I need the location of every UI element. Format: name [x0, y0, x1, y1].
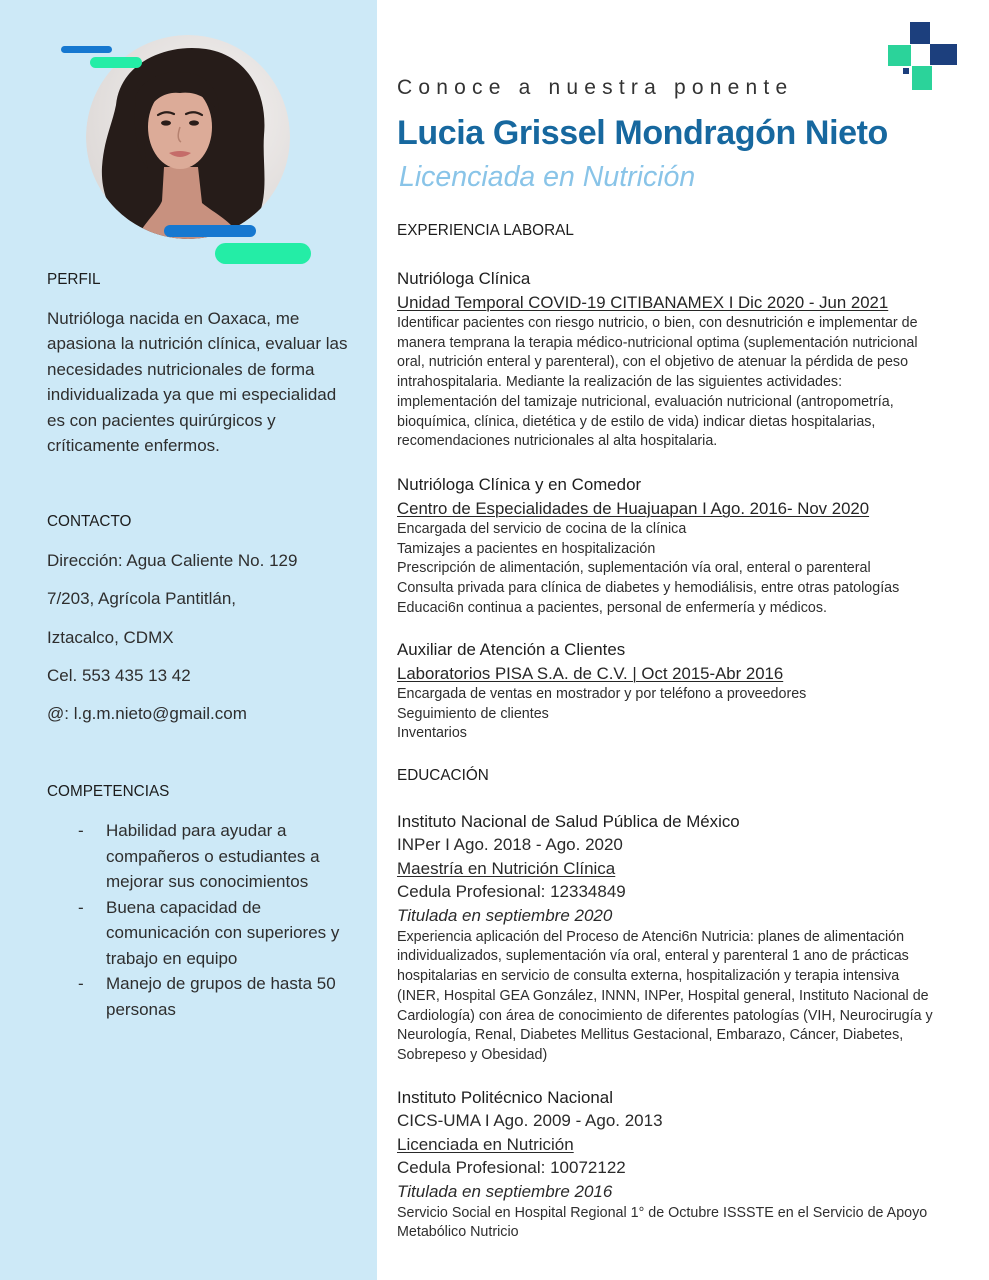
intro-heading: Conoce a nuestra ponente	[397, 76, 794, 99]
profile-text-line: necesidades nutricionales de forma	[47, 359, 315, 379]
job-detail-line: Encargada del servicio de cocina de la clínica	[397, 521, 687, 537]
skill-text-line: Habilidad para ayudar a	[106, 821, 287, 840]
education-detail-line: Experiencia aplicación del Proceso de Atenci6n Nutricia: planes de alimentación	[397, 928, 905, 945]
job-entry	[397, 638, 806, 744]
job-detail-line: manera temprana la terapia médico-nutricional optima (suplementación nutricional	[397, 334, 918, 351]
job-details	[397, 685, 806, 744]
contact-line: Dirección: Agua Caliente No. 129	[47, 551, 298, 570]
skill-text-line: compañeros o estudiantes a	[106, 846, 320, 866]
job-details	[397, 520, 899, 619]
education-entry	[397, 810, 933, 1066]
profile-text	[47, 306, 348, 458]
skill-text-line: Manejo de grupos de hasta 50	[106, 974, 336, 993]
education-details	[397, 1204, 927, 1243]
job-detail-line: Inventarios	[397, 725, 467, 742]
education-details	[397, 928, 933, 1066]
skill-text-line: trabajo en equipo	[106, 948, 238, 968]
job-detail-line: Encargada de ventas en mostrador y por teléfono a proveedores	[397, 686, 807, 702]
job-entry	[397, 473, 899, 619]
contact-heading: CONTACTO	[47, 513, 132, 530]
education-institution: Instituto Nacional de Salud Pública de México	[397, 812, 740, 831]
education-degree: Licenciada en Nutrición	[397, 1134, 574, 1154]
job-detail-line: intrahospitalaria. Mediante la realización de las siguientes actividades:	[397, 374, 843, 391]
profile-text-line: críticamente enfermos.	[47, 436, 220, 456]
education-detail-line: Metabólico Nutricio	[397, 1224, 519, 1241]
skills-list	[78, 818, 339, 1022]
decorative-bar-blue-top	[61, 46, 112, 53]
contact-info	[47, 542, 297, 733]
skills-heading: COMPETENCIAS	[47, 783, 170, 800]
job-detail-line: oral, nutrición enteral y parenteral), con el objetivo de atenuar la pérdida de peso	[397, 354, 909, 371]
skill-text	[106, 818, 320, 895]
experience-heading: EXPERIENCIA LABORAL	[397, 222, 574, 239]
decorative-bar-green-top	[90, 57, 142, 68]
education-institution: Instituto Politécnico Nacional	[397, 1088, 613, 1107]
job-detail-line: implementación del tamizaje nutricional, evaluación nutricional (antropometría,	[397, 393, 894, 410]
education-detail-line: Servicio Social en Hospital Regional 1° de Octubre ISSSTE en el Servicio de Apoyo	[397, 1204, 928, 1221]
decorative-bar-blue-bottom	[164, 225, 256, 237]
skill-item	[78, 818, 339, 895]
education-status: Titulada en septiembre 2016	[397, 1182, 613, 1202]
skill-text-line: mejorar sus conocimientos	[106, 872, 309, 891]
education-detail-line: (INER, Hospital GEA González, INNN, INPer, Hospital general, Instituto Nacional de	[397, 987, 929, 1004]
job-details	[397, 314, 918, 452]
decorative-bar-green-bottom	[215, 243, 311, 264]
job-entry	[397, 267, 918, 452]
skill-text-line: personas	[106, 999, 176, 1019]
education-license: Cedula Profesional: 10072122	[397, 1158, 626, 1178]
education-degree: Maestría en Nutrición Clínica	[397, 858, 616, 878]
education-period: CICS-UMA I Ago. 2009 - Ago. 2013	[397, 1111, 663, 1130]
education-entry	[397, 1086, 927, 1243]
skill-item	[78, 895, 339, 972]
job-detail-line: Consulta privada para clínica de diabetes y hemodiálisis, entre otras patologías	[397, 580, 900, 597]
skill-bullet: -	[78, 897, 84, 917]
education-detail-line: Neurología, Renal, Diabetes Mellitus Gestacional, Embarazo, Cáncer, Diabetes,	[397, 1027, 904, 1044]
profile-text-line: es con pacientes quirúrgicos y	[47, 410, 276, 430]
profile-text-line: apasiona la nutrición clínica, evaluar las	[47, 334, 348, 354]
profile-text-line: individualizada ya que mi especialidad	[47, 385, 337, 405]
profile-text-line: Nutrióloga nacida en Oaxaca, me	[47, 309, 300, 328]
education-detail-line: individualizados, suplementación vía oral, enteral y parenteral 1 ano de prácticas	[397, 948, 909, 965]
education-heading: EDUCACIÓN	[397, 767, 489, 784]
job-employer: Centro de Especialidades de Huajuapan I Ago. 2016- Nov 2020	[397, 499, 870, 518]
education-detail-line: Sobrepeso y Obesidad)	[397, 1046, 548, 1063]
job-role: Nutrióloga Clínica	[397, 269, 531, 288]
contact-line: Iztacalco, CDMX	[47, 627, 174, 647]
education-period: INPer I Ago. 2018 - Ago. 2020	[397, 835, 623, 854]
medical-cross-logo	[886, 20, 960, 92]
skill-item	[78, 971, 339, 1022]
skill-text	[106, 971, 336, 1022]
profile-heading: PERFIL	[47, 271, 101, 288]
skill-text-line: comunicación con superiores y	[106, 923, 340, 942]
skill-bullet: -	[78, 974, 84, 993]
speaker-title: Licenciada en Nutrición	[399, 161, 696, 193]
skill-text	[106, 895, 339, 972]
education-detail-line: Cardiología) con área de conocimiento de diferentes patologías (VIH, Neurocirugía y	[397, 1007, 933, 1024]
job-employer: Unidad Temporal COVID-19 CITIBANAMEX I Dic 2020 - Jun 2021	[397, 293, 889, 312]
job-employer: Laboratorios PISA S.A. de C.V. | Oct 2015-Abr 2016	[397, 664, 784, 683]
job-role: Nutrióloga Clínica y en Comedor	[397, 475, 642, 494]
job-role: Auxiliar de Atención a Clientes	[397, 640, 626, 659]
job-detail-line: Tamizajes a pacientes en hospitalización	[397, 540, 656, 557]
job-detail-line: Identificar pacientes con riesgo nutricio, o bien, con desnutrición e implementar de	[397, 315, 918, 331]
sidebar	[0, 0, 377, 1280]
contact-line: Cel. 553 435 13 42	[47, 665, 191, 685]
job-detail-line: Prescripción de alimentación, suplementación vía oral, enteral o parenteral	[397, 560, 871, 577]
contact-line: @: l.g.m.nieto@gmail.com	[47, 704, 247, 723]
job-detail-line: Educaci6n continua a pacientes, personal de enfermería y médicos.	[397, 599, 827, 616]
job-detail-line: recomendaciones nutricionales al alta hospitalaria.	[397, 433, 718, 450]
contact-line: 7/203, Agrícola Pantitlán,	[47, 589, 237, 609]
speaker-name: Lucia Grissel Mondragón Nieto	[397, 114, 888, 152]
job-detail-line: bioquímica, clínica, dietética y de estilo de vida) indicar dietas hospitalarias,	[397, 413, 876, 430]
education-status: Titulada en septiembre 2020	[397, 906, 613, 926]
skill-text-line: Buena capacidad de	[106, 897, 262, 917]
skill-bullet: -	[78, 821, 84, 840]
job-detail-line: Seguimiento de clientes	[397, 705, 549, 722]
education-license: Cedula Profesional: 12334849	[397, 882, 626, 902]
education-detail-line: hospitalarias en servicio de consulta externa, hospitalización y terapia intensiva	[397, 968, 900, 985]
